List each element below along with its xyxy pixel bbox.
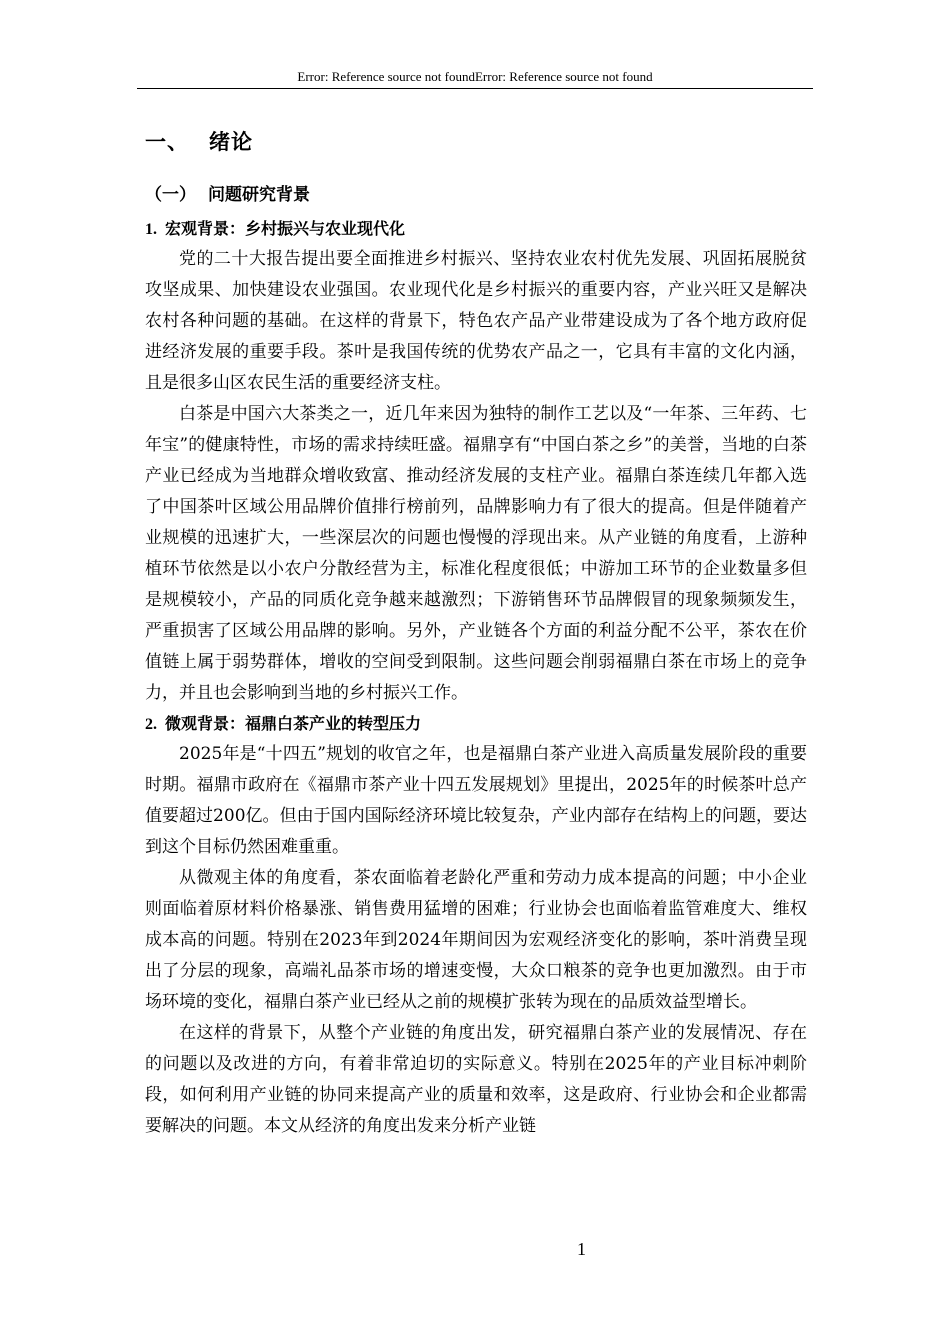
page-footer — [0, 1237, 950, 1261]
paragraph: 在这样的背景下，从整个产业链的角度出发，研究福鼎白茶产业的发展情况、存在的问题以及改进的方向，有着非常迫切的实际意义。特别在2025年的产业目标冲刺阶段，如何利用产业链的协同来提高产业的质量和效率，这是政府、行业协会和企业都需要解决的问题。本文从经济的角度出发来分析产业链 — [145, 1023, 807, 1136]
document-body — [145, 124, 807, 1142]
paragraph: 2025年是“十四五”规划的收官之年，也是福鼎白茶产业进入高质量发展阶段的重要时期。福鼎市政府在《福鼎市茶产业十四五发展规划》里提出，2025年的时候茶叶总产值要超过200亿。但由于国内国际经济环境比较复杂，产业内部存在结构上的问题，要达到这个目标仍然困难重重。 — [145, 744, 807, 857]
subsection-heading-2 — [145, 709, 807, 739]
paragraph: 白茶是中国六大茶类之一，近几年来因为独特的制作工艺以及“一年茶、三年药、七年宝”的健康特性，市场的需求持续旺盛。福鼎享有“中国白茶之乡”的美誉，当地的白茶产业已经成为当地群众增收致富、推动经济发展的支柱产业。福鼎白茶连续几年都入选了中国茶叶区域公用品牌价值排行榜前列，品牌影响力有了很大的提高。但是伴随着产业规模的迅速扩大，一些深层次的问题也慢慢的浮现出来。从产业链的角度看，上游种植环节依然是以小农户分散经营为主，标准化程度很低；中游加工环节的企业数量多但是规模较小，产品的同质化竞争越来越激烈；下游销售环节品牌假冒的现象频频发生，严重损害了区域公用品牌的影响。另外，产业链各个方面的利益分配不公平，茶农在价值链上属于弱势群体，增收的空间受到限制。这些问题会削弱福鼎白茶在市场上的竞争力，并且也会影响到当地的乡村振兴工作。 — [145, 404, 807, 703]
section-number: （一） — [145, 185, 196, 205]
subsection-title-1: 宏观背景：乡村振兴与农业现代化 — [165, 219, 406, 238]
section-heading — [145, 180, 807, 210]
subsection-number-2: 2. — [145, 716, 157, 733]
subsection-heading-1 — [145, 214, 807, 244]
page-number: 1 — [577, 1239, 586, 1259]
paragraph: 党的二十大报告提出要全面推进乡村振兴、坚持农业农村优先发展、巩固拓展脱贫攻坚成果、加快建设农业强国。农业现代化是乡村振兴的重要内容，产业兴旺又是解决农村各种问题的基础。在这样的背景下，特色农产品产业带建设成为了各个地方政府促进经济发展的重要手段。茶叶是我国传统的优势农产品之一，它具有丰富的文化内涵，且是很多山区农民生活的重要经济支柱。 — [145, 249, 807, 393]
header-text: Error: Reference source not foundError: Reference source not found — [297, 69, 653, 84]
page-header — [137, 66, 813, 89]
chapter-heading — [145, 124, 807, 160]
subsection-title-2: 微观背景：福鼎白茶产业的转型压力 — [165, 714, 422, 733]
section-title: 问题研究背景 — [208, 185, 310, 205]
chapter-title: 绪论 — [209, 130, 253, 154]
chapter-number: 一、 — [145, 130, 189, 154]
paragraph: 从微观主体的角度看，茶农面临着老龄化严重和劳动力成本提高的问题；中小企业则面临着原材料价格暴涨、销售费用猛增的困难；行业协会也面临着监管难度大、维权成本高的问题。特别在2023年到2024年期间因为宏观经济变化的影响，茶叶消费呈现出了分层的现象，高端礼品茶市场的增速变慢，大众口粮茶的竞争也更加激烈。由于市场环境的变化，福鼎白茶产业已经从之前的规模扩张转为现在的品质效益型增长。 — [145, 868, 807, 1012]
subsection-number-1: 1. — [145, 221, 157, 238]
